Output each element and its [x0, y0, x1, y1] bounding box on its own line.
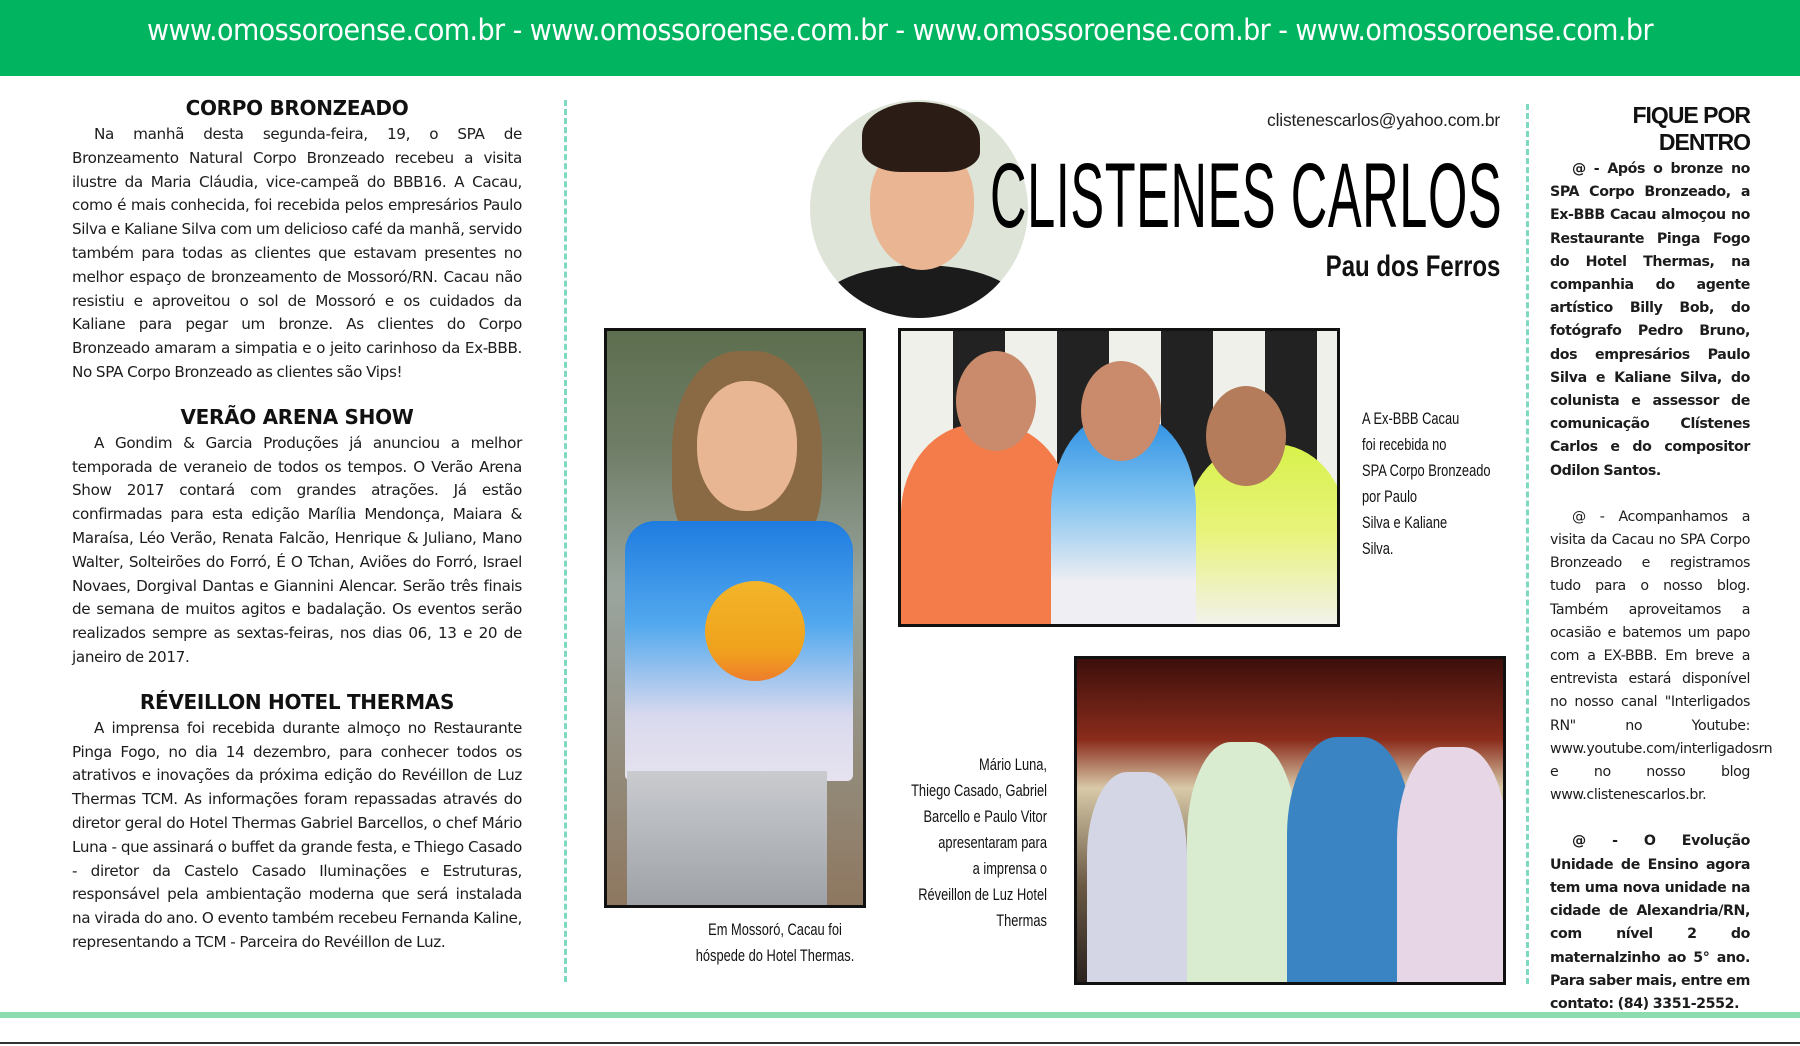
photo-shorts: [627, 771, 827, 906]
person-head: [1081, 361, 1161, 461]
section-body: A imprensa foi recebida durante almoço no Restaurante Pinga Fogo, no dia 14 dezembro, para conhecer todos os atrativos e inovações da próxima edição do Revéillon de Luz Thermas TCM. As informações foram repassadas através do diretor geral do Hotel Thermas Gabriel Barcellos, o chef Mário Luna - que assinará o buffet da grande festa, e Thiego Casado - diretor da Castelo Casado Iluminações e Estruturas, responsável pela ambientação moderna que será instalada na virada do ano. O evento também recebeu Fernanda Kaline, representando a TCM - Parceira do Revéillon de Luz.: [72, 718, 522, 951]
caption-line: Mário Luna,: [979, 756, 1047, 774]
person-green-shirt: [1187, 742, 1297, 982]
footer-green-rule: [0, 1012, 1800, 1018]
site-banner: [0, 0, 1800, 76]
section-heading: RÉVEILLON HOTEL THERMAS: [139, 689, 455, 714]
column-title: CLISTENES CARLOS: [989, 145, 1502, 247]
section-corpo-bronzeado: [72, 96, 522, 385]
columnist-email[interactable]: clistenescarlos@yahoo.com.br: [1267, 110, 1500, 130]
person-blue-polo: [1287, 737, 1412, 982]
news-item: [1550, 506, 1773, 808]
section-body: Na manhã desta segunda-feira, 19, o SPA de Bronzeamento Natural Corpo Bronzeado recebeu a visita ilustre da Maria Cláudia, vice-campeã do BBB16. A Cacau, como é mais conhecida, foi recebida pelos empresários Paulo Silva e Kaliane Silva com um delicioso café da manhã, servido também para todas as clientes que estavam presentes no melhor espaço de bronzeamento de Mossoró/RN. Cacau não resistiu e aproveitou o sol de Mossoró e os cuidados da Kaliane para pegar um bronze. As clientes do Corpo Bronzeado amaram a simpatia e o jeito carinhoso da Ex-BBB. No SPA Corpo Bronzeado as clientes são Vips!: [72, 125, 522, 381]
photo-cacau-empresarios: [898, 328, 1340, 627]
caption-line: Em Mossoró, Cacau foi: [708, 921, 842, 939]
column-divider-left: [564, 100, 567, 982]
column-divider-right: [1526, 104, 1529, 984]
caption-line: hóspede do Hotel Thermas.: [695, 947, 855, 965]
person-head: [1206, 386, 1286, 486]
caption-line: Thiego Casado, Gabriel: [911, 782, 1047, 800]
caption-line: Silva e Kaliane: [1362, 514, 1448, 532]
footer-black-rule: [0, 1042, 1800, 1044]
left-column: [72, 96, 522, 975]
section-heading: CORPO BRONZEADO: [185, 96, 409, 120]
person-lavender-shirt: [1087, 772, 1187, 982]
photo-reveillon-group: [1074, 656, 1506, 985]
news-item: [1550, 830, 1750, 1016]
photo-caption-spa: [1362, 406, 1549, 562]
site-url-banner-text: www.omossoroense.com.br - www.omossoroense.com.br - www.omossoroense.com.br - www.omossoroense.com.br: [146, 13, 1653, 47]
caption-line: por Paulo: [1362, 488, 1418, 506]
section-heading: VERÃO ARENA SHOW: [180, 404, 414, 429]
caption-line: apresentaram para: [938, 834, 1047, 852]
person-orange-shirt: [901, 424, 1071, 624]
person-pink-shirt: [1397, 747, 1506, 982]
avatar-shirt: [820, 265, 1020, 318]
caption-line: SPA Corpo Bronzeado: [1362, 462, 1491, 480]
news-item-text: @ - Acompanhamos a visita da Cacau no SPA Corpo Bronzeado e registramos tudo para o nosso blog. Também aproveitamos a ocasião e batemos um papo com a EX-BBB. Em breve a entrevista estará disponível no nosso canal "Interligados RN" no Youtube: www.youtube.com/interligadosrn e no nosso blog www.clistenescarlos.br.: [1550, 508, 1773, 804]
section-reveillon-hotel-thermas: [72, 690, 522, 955]
column-location: Pau dos Ferros: [1325, 250, 1500, 283]
caption-line: Réveillon de Luz Hotel: [918, 886, 1047, 904]
caption-line: Silva.: [1362, 540, 1394, 558]
photo-face: [697, 381, 797, 511]
caption-line: Barcello e Paulo Vitor: [923, 808, 1047, 826]
corpo-bronzeado-logo: [705, 581, 805, 681]
caption-line: A Ex-BBB Cacau: [1362, 410, 1460, 428]
news-item-text: @ - Após o bronze no SPA Corpo Bronzeado, a Ex-BBB Cacau almoçou no Restaurante Pinga Fogo do Hotel Thermas, na companhia do agente artístico Billy Bob, do fotógrafo Pedro Bruno, dos empresários Paulo Silva e Kaliane Silva, do colunista e assessor de comunicação Clístenes Carlos e do compositor Odilon Santos.: [1550, 161, 1750, 479]
news-item-text: @ - O Evolução Unidade de Ensino agora tem uma nova unidade na cidade de Alexandria/RN, com nível 2 do maternalzinho ao 5° ano. Para saber mais, entre em contato: (84) 3351-2552.: [1550, 833, 1750, 1012]
person-head: [956, 351, 1036, 451]
caption-line: Thermas: [996, 912, 1047, 930]
avatar-hair: [862, 102, 980, 172]
caption-line: foi recebida no: [1362, 436, 1447, 454]
right-column-heading: FIQUE POR DENTRO: [1632, 102, 1750, 155]
photo-caption-reveillon: [844, 752, 1047, 934]
right-column: [1550, 102, 1773, 1039]
section-verao-arena-show: [72, 405, 522, 670]
section-body: A Gondim & Garcia Produções já anunciou a melhor temporada de veraneio de todos os tempos. O Verão Arena Show 2017 contará com grandes atrações. Já estão confirmadas para esta edição Marília Mendonça, Maiara & Maraísa, Léo Verão, Renata Falcão, Henrique & Juliano, Mano Walter, Solteirões do Forró, É O Tchan, Aviões do Forró, Israel Novaes, Dorgival Dantas e Giannini Alencar. Serão três finais de semana de muitos agitos e badalação. Os eventos serão realizados sempre as sextas-feiras, nos dias 06, 13 e 20 de janeiro de 2017.: [72, 433, 522, 666]
photo-cacau: [604, 328, 866, 908]
caption-line: a imprensa o: [972, 860, 1047, 878]
news-item: [1550, 158, 1750, 483]
